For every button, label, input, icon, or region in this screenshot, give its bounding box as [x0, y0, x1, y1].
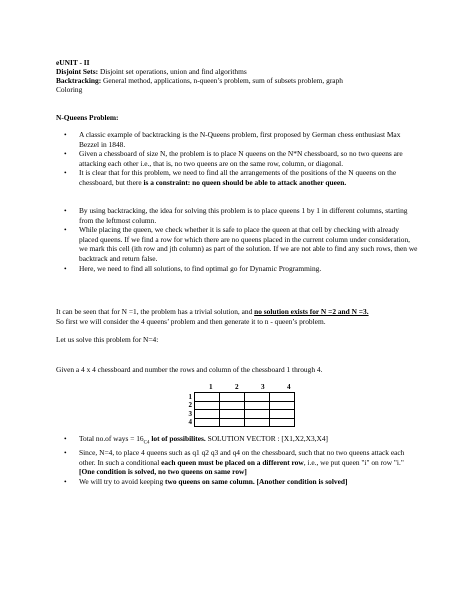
column-label: 2 — [235, 383, 239, 391]
list-item: • By using backtracking, the idea for solving this problem is to place queens 1 by 1 in different columns, starting from the leftmost column. — [64, 206, 408, 225]
board-row: 2 — [184, 401, 295, 410]
list-item: • It is clear that for this problem, we need to find all the arrangements of the positions of the N queens on the chessboard, but there is a constraint: no queen should be able to attack another queen. — [64, 168, 397, 187]
solve-n4-line: Let us solve this problem for N=4: — [56, 335, 159, 344]
list-item: • Given a chessboard of size N, the problem is to place N queens on the N*N chessboard, so no two queens are attacking each other i.e., that is, no two queens are on the same row, column, or diagonal. — [64, 149, 403, 168]
column-label: 4 — [287, 383, 291, 391]
backtracking-line: Backtracking: General method, applications, n-queen’s problem, sum of subsets problem, graph — [56, 76, 343, 85]
bullet-list-1 — [60, 130, 418, 188]
chessboard-intro: Given a 4 x 4 chessboard and number the rows and column of the chessboard 1 through 4. — [56, 365, 323, 374]
unit-heading: eUNIT - II — [56, 58, 90, 67]
trivial-solution-paragraph: It can be seen that for N =1, the problem has a trivial solution, and no solution exists for N =2 and N =3. So first we will consider the 4 queens’ problem and then generate it to n - queen’s problem. — [56, 307, 369, 326]
list-item: • Since, N=4, to place 4 queens such as q1 q2 q3 and q4 on the chessboard, such that no two queens attack each other. In such a conditional each queen must be placed on a different row, i.e., we put queen "i" on row "i." [One condition is solved, no two queens on same row] — [64, 448, 405, 477]
bullet-list-3 — [60, 434, 418, 486]
list-item: • Here, we need to find all solutions, to find optimal go for Dynamic Programming. — [64, 263, 322, 273]
column-label: 1 — [209, 383, 213, 391]
board-row: 3 — [184, 410, 295, 419]
column-label: 3 — [261, 383, 265, 391]
list-item: • A classic example of backtracking is the N-Queens problem, first proposed by German chess enthusiast Max Bezzel in 1848. — [64, 130, 401, 149]
board-row: 4 — [184, 418, 295, 427]
chessboard-grid — [184, 392, 295, 427]
section-title: N-Queens Problem: — [56, 113, 119, 122]
bullet-list-2 — [60, 206, 418, 273]
disjoint-sets-line: Disjoint Sets: Disjoint set operations, union and find algorithms — [56, 67, 247, 76]
list-item: • We will try to avoid keeping two queens on same column. [Another condition is solved] — [64, 476, 348, 486]
list-item: • While placing the queen, we check whether it is safe to place the queen at that cell by checking with already placed queens. If we find a row for which there are no queens placed in the current column under consideration, we mark this cell (ith row and jth column) as part of the solution. If we are not able to find any such rows, then we backtrack and return false. — [64, 225, 418, 263]
list-item: • Total no.of ways = $16_{C4}$ lot of possibilites. SOLUTION VECTOR : [X1,X2,X3,X4] — [64, 434, 329, 446]
board-row: 1 — [184, 393, 295, 402]
backtracking-line-2: Coloring — [56, 85, 83, 94]
